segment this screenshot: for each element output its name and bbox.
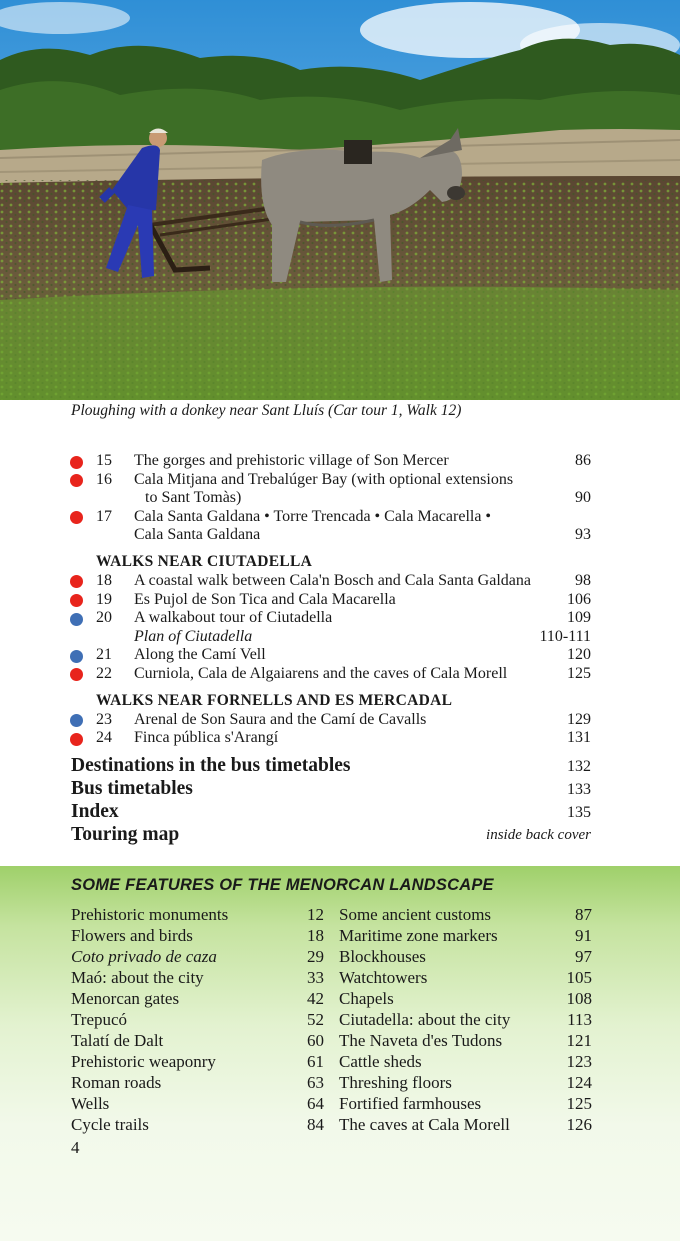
walk-entry <box>0 609 680 628</box>
walk-entry <box>0 665 680 684</box>
walk-title: A walkabout tour of Ciutadella <box>134 609 333 627</box>
walk-number: 19 <box>96 590 112 608</box>
page-number: 4 <box>71 1138 80 1157</box>
walk-title: Cala Santa Galdana • Torre Trencada • Cala Macarella • <box>134 507 492 525</box>
feature-entry <box>339 1009 592 1030</box>
features-box <box>0 866 680 1241</box>
feature-label: Maó: about the city <box>71 968 204 987</box>
feature-entry <box>339 988 592 1009</box>
walk-page: 90 <box>575 489 591 507</box>
major-entry <box>0 754 680 777</box>
walk-title: Curniola, Cala de Algaiarens and the caves of Cala Morell <box>134 664 508 682</box>
feature-entry <box>71 904 324 925</box>
ploughing-photo-illustration <box>0 0 680 400</box>
walk-title: Plan of Ciutadella <box>134 627 253 645</box>
feature-page: 97 <box>575 947 592 966</box>
feature-page: 84 <box>307 1115 324 1134</box>
feature-page: 29 <box>307 947 324 966</box>
walk-number: 20 <box>96 609 112 627</box>
walk-title: Cala Santa Galdana <box>134 526 261 544</box>
walks-group-south <box>0 452 680 545</box>
red-dot-icon <box>70 474 83 487</box>
red-dot-icon <box>70 668 83 681</box>
feature-entry <box>71 1030 324 1051</box>
feature-label: Fortified farmhouses <box>339 1094 482 1113</box>
feature-page: 123 <box>566 1052 592 1071</box>
feature-label: Coto privado de caza <box>71 947 217 966</box>
feature-label: Roman roads <box>71 1073 162 1092</box>
major-entry <box>0 777 680 800</box>
walk-entry <box>0 646 680 665</box>
walk-number: 18 <box>96 571 112 589</box>
walk-number: 17 <box>96 507 112 525</box>
feature-label: Talatí de Dalt <box>71 1031 164 1050</box>
feature-entry <box>71 1114 324 1135</box>
feature-page: 60 <box>307 1031 324 1050</box>
feature-page: 126 <box>566 1115 592 1134</box>
feature-entry <box>71 1072 324 1093</box>
feature-entry <box>339 1030 592 1051</box>
feature-label: Chapels <box>339 989 394 1008</box>
red-dot-icon <box>70 456 83 469</box>
walks-list <box>0 452 680 846</box>
feature-page: 33 <box>307 968 324 987</box>
feature-label: Some ancient customs <box>339 905 492 924</box>
walk-entry <box>0 628 680 647</box>
walk-entry <box>0 729 680 748</box>
blue-dot-icon <box>70 714 83 727</box>
feature-label: Prehistoric weaponry <box>71 1052 216 1071</box>
walk-entry <box>0 711 680 730</box>
major-entry-title: Destinations in the bus timetables <box>71 754 351 776</box>
walk-title: Es Pujol de Son Tica and Cala Macarella <box>134 590 396 608</box>
feature-label: Blockhouses <box>339 947 426 966</box>
feature-label: Cycle trails <box>71 1115 149 1134</box>
feature-entry <box>71 988 324 1009</box>
walk-page: 131 <box>567 729 591 747</box>
feature-label: Cattle sheds <box>339 1052 422 1071</box>
feature-page: 124 <box>566 1073 592 1092</box>
feature-page: 105 <box>566 968 592 987</box>
walk-entry <box>0 508 680 527</box>
feature-entry <box>339 967 592 988</box>
feature-entry <box>339 904 592 925</box>
feature-entry <box>339 1093 592 1114</box>
feature-label: Flowers and birds <box>71 926 193 945</box>
major-entry-page: 133 <box>567 780 591 798</box>
feature-label: Prehistoric monuments <box>71 905 229 924</box>
major-entry-page: inside back cover <box>486 826 591 843</box>
major-entries <box>0 754 680 846</box>
major-entry-title: Index <box>71 800 119 822</box>
walk-page: 120 <box>567 646 591 664</box>
feature-entry <box>71 1009 324 1030</box>
feature-entry <box>339 1114 592 1135</box>
features-column-left <box>71 904 324 1135</box>
walk-page: 110-111 <box>539 627 591 645</box>
walk-number: 23 <box>96 710 112 728</box>
blue-dot-icon <box>70 613 83 626</box>
feature-label: Trepucó <box>71 1010 128 1029</box>
walk-entry <box>0 452 680 471</box>
walk-entry <box>0 591 680 610</box>
feature-page: 91 <box>575 926 592 945</box>
red-dot-icon <box>70 594 83 607</box>
section-heading-fornells: WALKS NEAR FORNELLS AND ES MERCADAL <box>96 691 453 709</box>
feature-entry <box>71 925 324 946</box>
walk-title: Arenal de Son Saura and the Camí de Cavalls <box>134 710 427 728</box>
photo-caption: Ploughing with a donkey near Sant Lluís (Car tour 1, Walk 12) <box>71 402 462 419</box>
feature-label: Maritime zone markers <box>339 926 498 945</box>
walk-entry <box>0 471 680 490</box>
feature-entry <box>339 1072 592 1093</box>
walk-page: 109 <box>567 609 591 627</box>
feature-page: 61 <box>307 1052 324 1071</box>
walk-title: Cala Mitjana and Trebalúger Bay (with optional extensions <box>134 470 514 488</box>
feature-page: 63 <box>307 1073 324 1092</box>
feature-entry <box>71 1093 324 1114</box>
walk-title: to Sant Tomàs) <box>145 489 242 507</box>
feature-page: 121 <box>566 1031 592 1050</box>
walk-page: 98 <box>575 571 591 589</box>
walk-number: 21 <box>96 646 112 664</box>
cover-photo <box>0 0 680 400</box>
feature-entry <box>339 925 592 946</box>
feature-page: 12 <box>307 905 324 924</box>
feature-label: The Naveta d'es Tudons <box>339 1031 503 1050</box>
red-dot-icon <box>70 511 83 524</box>
feature-label: The caves at Cala Morell <box>339 1115 510 1134</box>
walk-number: 16 <box>96 470 112 488</box>
major-entry-title: Bus timetables <box>71 777 193 799</box>
feature-page: 108 <box>566 989 592 1008</box>
walk-entry-continuation <box>0 489 680 508</box>
walk-page: 106 <box>567 590 591 608</box>
feature-page: 113 <box>567 1010 592 1029</box>
feature-label: Wells <box>71 1094 110 1113</box>
feature-entry <box>339 946 592 967</box>
feature-page: 87 <box>575 905 592 924</box>
feature-entry <box>71 967 324 988</box>
walk-number: 15 <box>96 452 112 469</box>
feature-page: 64 <box>307 1094 324 1113</box>
walk-number: 24 <box>96 729 112 747</box>
walk-title: The gorges and prehistoric village of Son Mercer <box>134 452 449 469</box>
major-entry-title: Touring map <box>71 823 180 845</box>
red-dot-icon <box>70 733 83 746</box>
major-entry <box>0 800 680 823</box>
walk-entry <box>0 572 680 591</box>
major-entry-page: 135 <box>567 803 591 821</box>
section-heading-ciutadella: WALKS NEAR CIUTADELLA <box>96 552 313 570</box>
feature-page: 18 <box>307 926 324 945</box>
major-entry-page: 132 <box>567 757 591 775</box>
feature-entry <box>339 1051 592 1072</box>
walks-group-ciutadella <box>0 572 680 684</box>
feature-label: Menorcan gates <box>71 989 180 1008</box>
walk-title: A coastal walk between Cala'n Bosch and Cala Santa Galdana <box>134 571 531 589</box>
walk-entry-continuation <box>0 526 680 545</box>
walk-title: Finca pública s'Arangí <box>134 729 279 747</box>
walk-number: 22 <box>96 664 112 682</box>
blue-dot-icon <box>70 650 83 663</box>
feature-page: 52 <box>307 1010 324 1029</box>
walk-page: 129 <box>567 710 591 728</box>
walk-page: 93 <box>575 526 591 544</box>
red-dot-icon <box>70 575 83 588</box>
walk-page: 86 <box>575 452 591 469</box>
major-entry <box>0 823 680 846</box>
features-column-right <box>339 904 592 1135</box>
feature-entry <box>71 1051 324 1072</box>
feature-label: Threshing floors <box>339 1073 452 1092</box>
feature-label: Ciutadella: about the city <box>339 1010 511 1029</box>
walk-page: 125 <box>567 664 591 682</box>
walks-group-fornells <box>0 711 680 748</box>
feature-label: Watchtowers <box>339 968 428 987</box>
feature-page: 125 <box>566 1094 592 1113</box>
walk-title: Along the Camí Vell <box>134 646 266 664</box>
feature-entry <box>71 946 324 967</box>
features-heading: SOME FEATURES OF THE MENORCAN LANDSCAPE <box>71 876 494 894</box>
feature-page: 42 <box>307 989 324 1008</box>
